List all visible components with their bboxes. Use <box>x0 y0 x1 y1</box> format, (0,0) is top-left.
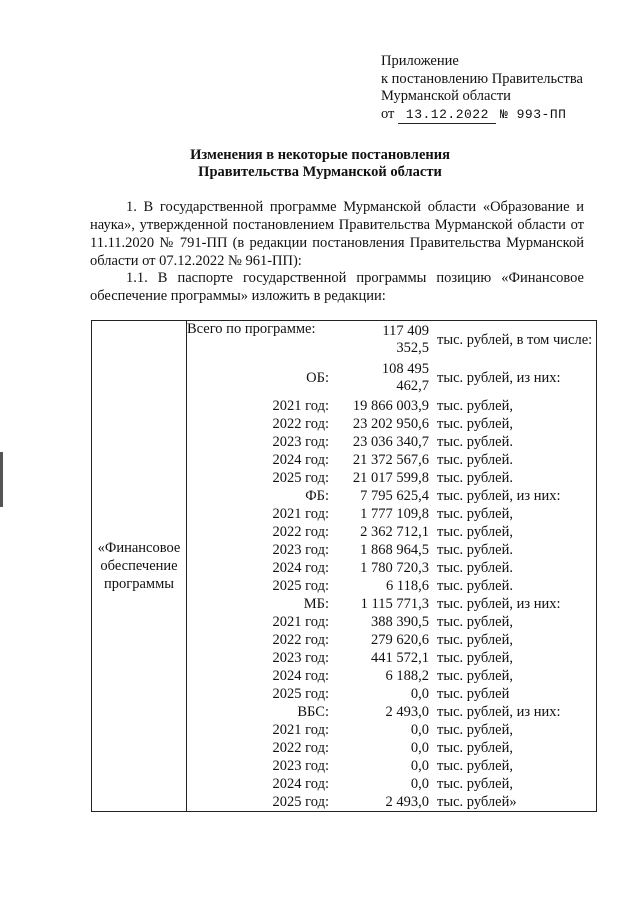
table-row <box>187 739 596 757</box>
table-row <box>187 577 596 595</box>
appendix-line2: к постановлению Правительства <box>381 70 583 87</box>
row-unit: тыс. рублей. <box>437 559 513 576</box>
document-heading <box>0 147 640 181</box>
row-unit: тыс. рублей, из них: <box>437 595 561 612</box>
decree-number: № 993-ПП <box>500 106 567 122</box>
row-label: ОБ: <box>306 369 329 386</box>
table-row <box>187 703 596 721</box>
row-label: 2022 год: <box>272 523 329 540</box>
row-label: 2024 год: <box>272 559 329 576</box>
row-value: 0,0 <box>410 757 429 774</box>
table-row <box>187 595 596 613</box>
from-label: от <box>381 105 395 122</box>
financing-values-cell <box>187 321 597 812</box>
row-unit: тыс. рублей, <box>437 721 513 738</box>
row-unit: тыс. рублей. <box>437 469 513 486</box>
row-value: 108 495 462,7 <box>381 361 429 394</box>
paragraph-1 <box>90 198 584 270</box>
table-row <box>187 631 596 649</box>
row-value: 117 409 352,5 <box>382 323 429 356</box>
row-unit: тыс. рублей, <box>437 757 513 774</box>
row-label: 2021 год: <box>272 397 329 414</box>
row-value: 23 202 950,6 <box>352 415 429 432</box>
row-value: 1 777 109,8 <box>360 505 429 522</box>
row-label: 2025 год: <box>272 685 329 702</box>
table-row <box>187 397 596 415</box>
row-unit: тыс. рублей, <box>437 523 513 540</box>
row-value: 388 390,5 <box>371 613 429 630</box>
appendix-line3: Мурманской области <box>381 88 511 104</box>
row-value: 23 036 340,7 <box>352 433 429 450</box>
row-value: 21 372 567,6 <box>352 451 429 468</box>
row-unit: тыс. рублей. <box>437 541 513 558</box>
paragraph-2 <box>90 269 584 305</box>
row-label: 2023 год: <box>272 433 329 450</box>
table-row <box>187 523 596 541</box>
row-label: 2023 год: <box>272 757 329 774</box>
row-unit: тыс. рублей. <box>437 451 513 468</box>
scan-edge-mark <box>0 452 3 507</box>
table-row <box>187 793 596 811</box>
row-value: 441 572,1 <box>371 649 429 666</box>
row-label: 2023 год: <box>272 649 329 666</box>
row-label: 2022 год: <box>272 631 329 648</box>
row-unit: тыс. рублей, в том числе: <box>437 331 593 348</box>
table-row <box>187 469 596 487</box>
row-label: ФБ: <box>305 487 329 504</box>
row-label: 2025 год: <box>272 577 329 594</box>
row-label: 2025 год: <box>272 793 329 810</box>
row-unit: тыс. рублей, <box>437 415 513 432</box>
row-unit: тыс. рублей, <box>437 397 513 414</box>
financing-table <box>91 320 597 812</box>
row-unit: тыс. рублей <box>437 685 510 702</box>
table-row <box>187 685 596 703</box>
row-value: 279 620,6 <box>371 631 429 648</box>
row-unit: тыс. рублей» <box>437 793 517 810</box>
row-unit: тыс. рублей, <box>437 631 513 648</box>
table-row <box>187 721 596 739</box>
table-row <box>187 541 596 559</box>
row-value: 2 362 712,1 <box>360 523 429 540</box>
row-label: ВБС: <box>297 703 329 720</box>
table-row <box>187 321 596 359</box>
row-unit: тыс. рублей, <box>437 505 513 522</box>
row-value: 0,0 <box>410 775 429 792</box>
row-label: 2022 год: <box>272 415 329 432</box>
row-value: 2 493,0 <box>385 703 429 720</box>
row-label: 2025 год: <box>272 469 329 486</box>
row-label: 2023 год: <box>272 541 329 558</box>
row-value: 2 493,0 <box>385 793 429 810</box>
paragraph-1-text: 1. В государственной программе Мурманской области «Образование и наука», утвержденной постановлением Правительства Мурманской области от 11.11.2020 № 791-ПП (в редакции постановления Правительства Мурманской области от 07.12.2022 № 961-ПП): <box>90 199 584 269</box>
heading-line2: Правительства Мурманской области <box>198 164 442 180</box>
row-value: 21 017 599,8 <box>352 469 429 486</box>
row-value: 1 115 771,3 <box>360 595 429 612</box>
row-unit: тыс. рублей. <box>437 433 513 450</box>
row-unit: тыс. рублей, <box>437 649 513 666</box>
row-unit: тыс. рублей, <box>437 613 513 630</box>
row-unit: тыс. рублей, <box>437 739 513 756</box>
row-unit: тыс. рублей, <box>437 775 513 792</box>
table-row <box>187 667 596 685</box>
table-row <box>187 487 596 505</box>
row-value: 0,0 <box>410 685 429 702</box>
table-row <box>187 505 596 523</box>
table-row <box>187 451 596 469</box>
row-unit: тыс. рублей, из них: <box>437 487 561 504</box>
financing-breakdown <box>187 321 596 811</box>
paragraph-2-text: 1.1. В паспорте государственной программы позицию «Финансовое обеспечение программы» изложить в редакции: <box>90 270 584 304</box>
row-unit: тыс. рублей, <box>437 667 513 684</box>
row-unit: тыс. рублей. <box>437 577 513 594</box>
row-unit: тыс. рублей, из них: <box>437 369 561 386</box>
heading-line1: Изменения в некоторые постановления <box>190 147 450 163</box>
row-label: 2021 год: <box>272 613 329 630</box>
row-label: 2021 год: <box>272 505 329 522</box>
appendix-line1: Приложение <box>381 53 459 69</box>
table-row <box>187 649 596 667</box>
row-value: 1 780 720,3 <box>360 559 429 576</box>
row-value: 1 868 964,5 <box>360 541 429 558</box>
table-row <box>187 415 596 433</box>
row-value: 0,0 <box>410 721 429 738</box>
row-value: 0,0 <box>410 739 429 756</box>
row-unit: тыс. рублей, из них: <box>437 703 561 720</box>
table-row <box>187 559 596 577</box>
table-row <box>187 359 596 397</box>
table-row <box>187 757 596 775</box>
row-value: 19 866 003,9 <box>352 397 429 414</box>
appendix-date-line <box>381 106 583 125</box>
financing-label: «Финансовое обеспечение программы <box>97 540 181 592</box>
table-row <box>187 433 596 451</box>
row-label: 2024 год: <box>272 451 329 468</box>
row-label: 2021 год: <box>272 721 329 738</box>
row-value: 6 118,6 <box>386 577 429 594</box>
table-row <box>187 775 596 793</box>
row-value: 7 795 625,4 <box>360 487 429 504</box>
row-label: 2024 год: <box>272 667 329 684</box>
decree-date: 13.12.2022 <box>398 106 496 125</box>
financing-label-cell <box>92 321 187 812</box>
row-label: 2024 год: <box>272 775 329 792</box>
row-value: 6 188,2 <box>385 667 429 684</box>
row-label: Всего по программе: <box>187 321 316 337</box>
table-row <box>187 613 596 631</box>
appendix-block <box>381 53 583 124</box>
row-label: 2022 год: <box>272 739 329 756</box>
row-label: МБ: <box>303 595 329 612</box>
